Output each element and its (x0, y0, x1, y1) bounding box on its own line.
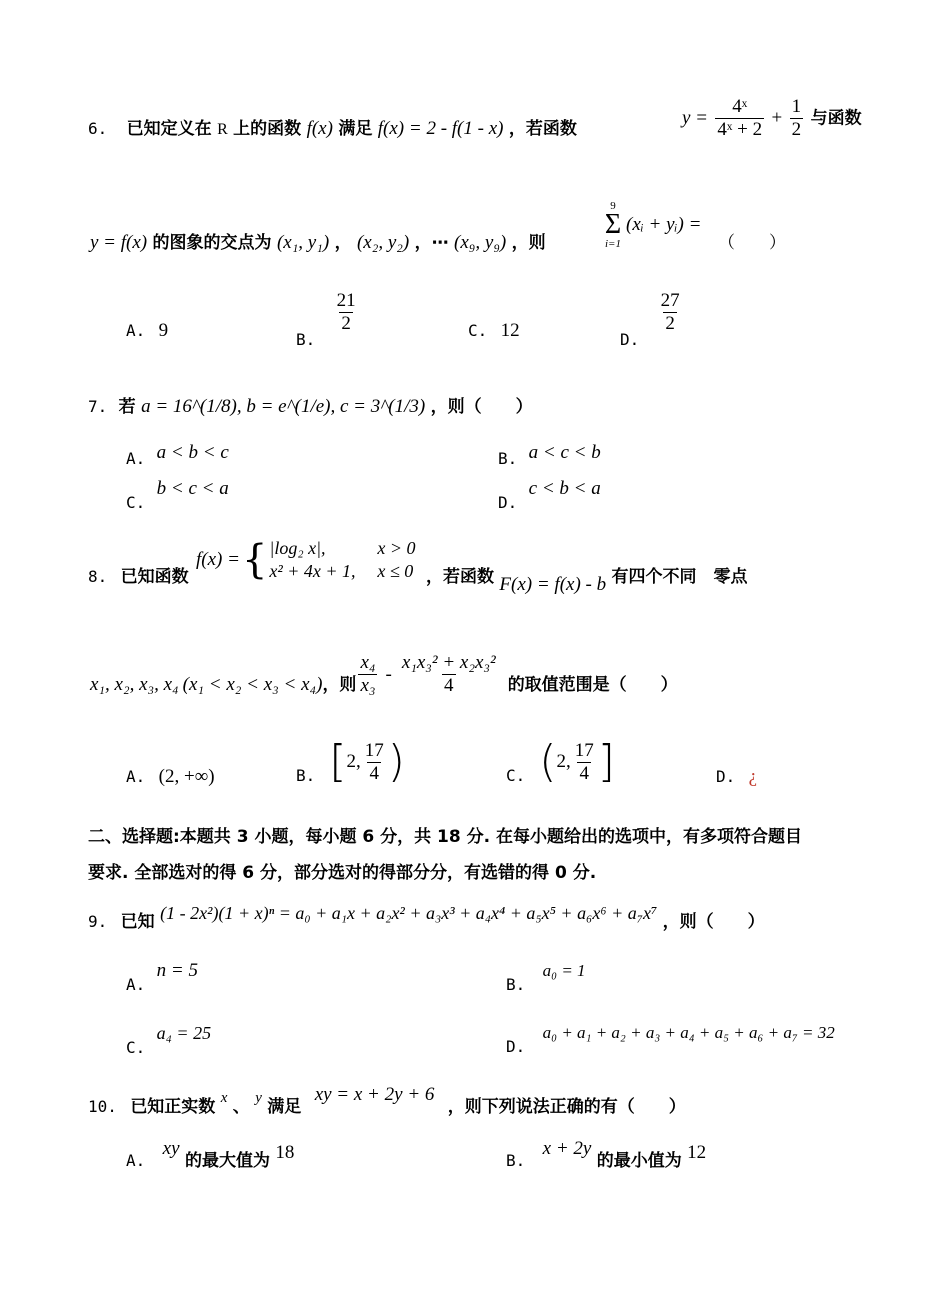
q9-c-value: a₄ = 25 (156, 1023, 212, 1043)
q6-condition: f(x) = 2 - f(1 - x) (377, 118, 504, 139)
q6-fraction (715, 96, 764, 141)
q8-d-value: ¿ (748, 766, 758, 787)
section2-line1 (88, 826, 802, 848)
q8-frac2 (400, 652, 498, 697)
q6-d-label: D. (620, 330, 640, 349)
q6-sum (598, 200, 628, 250)
q7-b-label: B. (498, 449, 518, 468)
q10-y: y (255, 1090, 262, 1106)
q6-d-frac (659, 290, 682, 335)
q9-d-label: D. (506, 1037, 526, 1056)
q6-half (790, 96, 804, 141)
q6-yeq: y = (682, 107, 709, 129)
q6-b-num: 21 (336, 290, 356, 311)
q8-text3: 有四个不同 零点 (611, 567, 748, 587)
q7-d-value: c < b < a (528, 478, 601, 499)
q6-number: 6. (88, 119, 108, 138)
q6-sum-top: 9 (610, 200, 616, 212)
q8-b-den: 4 (369, 762, 379, 784)
q10-text2: 满足 (267, 1097, 302, 1117)
q8-option-d (716, 766, 757, 788)
q8-piecewise (196, 538, 416, 582)
q6-text6: 的图象的交点为 (152, 233, 272, 253)
q6-comma: ， (334, 233, 352, 253)
q8-c-frac (573, 740, 596, 785)
q8-a-label: A. (126, 767, 146, 786)
q6-frac-num: 4ˣ (732, 96, 748, 117)
q7-c-label: C. (126, 493, 146, 512)
sigma-icon: Σ (604, 209, 622, 240)
q9-b-value: a₀ = 1 (542, 961, 586, 980)
q6-point9: (x₉, y₉) (454, 232, 507, 253)
q7-option-d (498, 478, 601, 514)
q9-a-label: A. (126, 975, 146, 994)
q8-option-c (506, 738, 615, 786)
q8-case2-cond: x ≤ 0 (377, 561, 414, 581)
q6-b-frac (335, 290, 358, 335)
q8-Fx: F(x) = f(x) - b (499, 574, 607, 595)
right-bracket-icon: ] (597, 736, 615, 787)
q10-line (88, 1084, 686, 1119)
q10-text1: 已知正实数 (130, 1097, 216, 1117)
q8-frac1 (358, 652, 377, 697)
q8-order: (x₁ < x₂ < x₃ < x₄) (182, 673, 323, 695)
q6-half-num: 1 (791, 96, 802, 117)
q9-a-value: n = 5 (156, 960, 198, 981)
q10-b-label: B. (506, 1151, 526, 1170)
q10-a-label: A. (126, 1151, 146, 1170)
q7-expr: a = 16^(1/8), b = e^(1/e), c = 3^(1/3) (141, 396, 426, 417)
q10-a-value: 18 (275, 1142, 295, 1163)
q9-text1: 已知 (120, 912, 155, 932)
q6-set-r: R (217, 121, 228, 138)
q8-line2 (90, 652, 678, 697)
q6-sum-body-row (626, 214, 701, 236)
q10-a-expr: xy (162, 1138, 180, 1159)
q6-sum-body: (xᵢ + yᵢ) = (626, 214, 702, 235)
section2-instructions: 要求. 全部选对的得 6 分，部分选对的得部分分，有选错的得 0 分. (88, 863, 597, 883)
q10-sep: 、 (232, 1097, 250, 1117)
q8-b-lead: 2, (346, 751, 361, 772)
q8-b-num: 17 (364, 739, 384, 761)
q8-cases (269, 538, 415, 582)
q6-plus: + (771, 107, 783, 129)
q10-a-text: 的最大值为 (184, 1151, 270, 1171)
q6-text7: ，则 (511, 233, 546, 253)
q8-case2: x² + 4x + 1, (269, 561, 356, 581)
q6-sum-bottom: i=1 (605, 238, 621, 250)
q6-line1 (88, 118, 577, 141)
q9-option-c (126, 1022, 211, 1059)
q10-b-value: 12 (687, 1142, 707, 1163)
q6-text5: 与函数 (810, 108, 862, 129)
q7-d-label: D. (498, 493, 518, 512)
q10-option-b (506, 1138, 707, 1172)
q6-a-label: A. (126, 321, 146, 340)
q6-dots: ，⋯ (414, 233, 449, 253)
q10-cond: xy = x + 2y + 6 (314, 1084, 435, 1105)
q8-c-lead: 2, (556, 751, 571, 772)
q8-minus: - (385, 663, 392, 685)
q6-a-value: 9 (158, 320, 169, 341)
q9-line (88, 903, 765, 933)
q8-text5: 的取值范围是（ ） (507, 674, 678, 695)
q6-b-label: B. (296, 330, 316, 349)
q7-text1: 若 (118, 397, 136, 417)
q8-c-den: 4 (579, 762, 589, 784)
q6-d-den: 2 (665, 313, 675, 334)
q7-a-label: A. (126, 449, 146, 468)
q6-paren-row (718, 232, 786, 254)
left-brace-icon: { (241, 537, 268, 583)
q6-c-label: C. (468, 321, 488, 340)
q7-a-value: a < b < c (156, 442, 229, 463)
q8-c-label: C. (506, 766, 526, 785)
q10-x: x (220, 1090, 228, 1106)
q7-line (88, 396, 533, 418)
q6-option-a (126, 320, 168, 342)
q6-point1: (x₁, y₁) (276, 232, 330, 253)
q6-option-d (620, 290, 684, 351)
q8-fx: f(x) = (196, 549, 240, 570)
q9-option-b (506, 960, 586, 996)
q10-number: 10. (88, 1097, 117, 1116)
q9-expr: (1 - 2x²)(1 + x)ⁿ = a₀ + a₁x + a₂x² + a₃x³ + a₄x⁴ + a₅x⁵ + a₆x⁶ + a₇x⁷ (160, 903, 658, 923)
right-paren-icon: ) (387, 736, 405, 787)
q6-paren: （ ） (718, 233, 786, 253)
q8-option-b (296, 738, 405, 786)
q6-text1: 已知定义在 (126, 119, 212, 139)
left-paren-icon: ( (539, 736, 557, 787)
q8-d-label: D. (716, 767, 736, 786)
q6-text2: 上的函数 (233, 119, 302, 139)
q8-number: 8. (88, 567, 108, 586)
q8-a-value: (2, +∞) (158, 766, 215, 787)
q8-line1 (88, 566, 189, 588)
q6-text3: 满足 (338, 119, 373, 139)
q8-text4: ，则 (322, 674, 357, 695)
q9-d-value: a₀ + a₁ + a₂ + a₃ + a₄ + a₅ + a₆ + a₇ = 32 (542, 1023, 835, 1042)
q8-f2-den: 4 (444, 675, 454, 696)
q7-option-a (126, 442, 229, 470)
q9-option-d (506, 1022, 835, 1058)
left-bracket-icon: [ (329, 736, 347, 787)
q8-case1: |log₂ x|, (269, 538, 326, 558)
q8-b-label: B. (296, 766, 316, 785)
q8-vars: x₁, x₂, x₃, x₄ (90, 673, 179, 695)
q6-fx: f(x) (306, 118, 333, 139)
q8-f2-num: x₁x₃² + x₂x₃² (401, 652, 496, 673)
q10-b-text: 的最小值为 (596, 1151, 682, 1171)
q9-option-a (126, 960, 198, 996)
q6-option-c (468, 320, 520, 342)
q6-line2-fx: y = f(x) (90, 232, 148, 253)
q9-number: 9. (88, 912, 108, 931)
q7-option-b (498, 442, 601, 470)
q7-option-c (126, 478, 229, 514)
q7-number: 7. (88, 397, 108, 416)
q8-text2: ，若函数 (426, 567, 494, 587)
q7-text2: ，则（ ） (430, 397, 533, 417)
q6-c-value: 12 (500, 320, 520, 341)
q8-b-frac (363, 740, 386, 785)
q6-line2 (90, 232, 546, 254)
q10-b-expr: x + 2y (542, 1138, 592, 1159)
q8-line1-tail (426, 566, 748, 595)
section2-line2 (88, 862, 596, 884)
q10-option-a (126, 1138, 295, 1172)
q8-text1: 已知函数 (120, 567, 189, 587)
q8-case1-cond: x > 0 (377, 538, 416, 558)
q8-f1-num: x₄ (360, 652, 376, 673)
q10-text3: ，则下列说法正确的有（ ） (447, 1097, 686, 1117)
q8-f1-den: x₃ (360, 675, 376, 696)
q6-option-b (296, 290, 360, 351)
section2-heading: 二、选择题:本题共 3 小题，每小题 6 分，共 18 分. 在每小题给出的选项中，有多项符合题目 (88, 827, 802, 847)
q6-half-den: 2 (791, 119, 802, 140)
q8-c-num: 17 (574, 739, 594, 761)
q6-func-def (682, 96, 862, 141)
q7-c-value: b < c < a (156, 478, 229, 499)
q6-d-num: 27 (660, 290, 680, 311)
q9-text2: ，则（ ） (662, 912, 765, 932)
q6-point2: (x₂, y₂) (356, 232, 410, 253)
q9-b-label: B. (506, 975, 526, 994)
q6-b-den: 2 (341, 313, 351, 334)
q6-text4: ，若函数 (508, 119, 577, 139)
q6-frac-den: 4ˣ + 2 (717, 119, 763, 140)
q7-b-value: a < c < b (528, 442, 601, 463)
q8-option-a (126, 766, 215, 788)
q9-c-label: C. (126, 1038, 146, 1057)
